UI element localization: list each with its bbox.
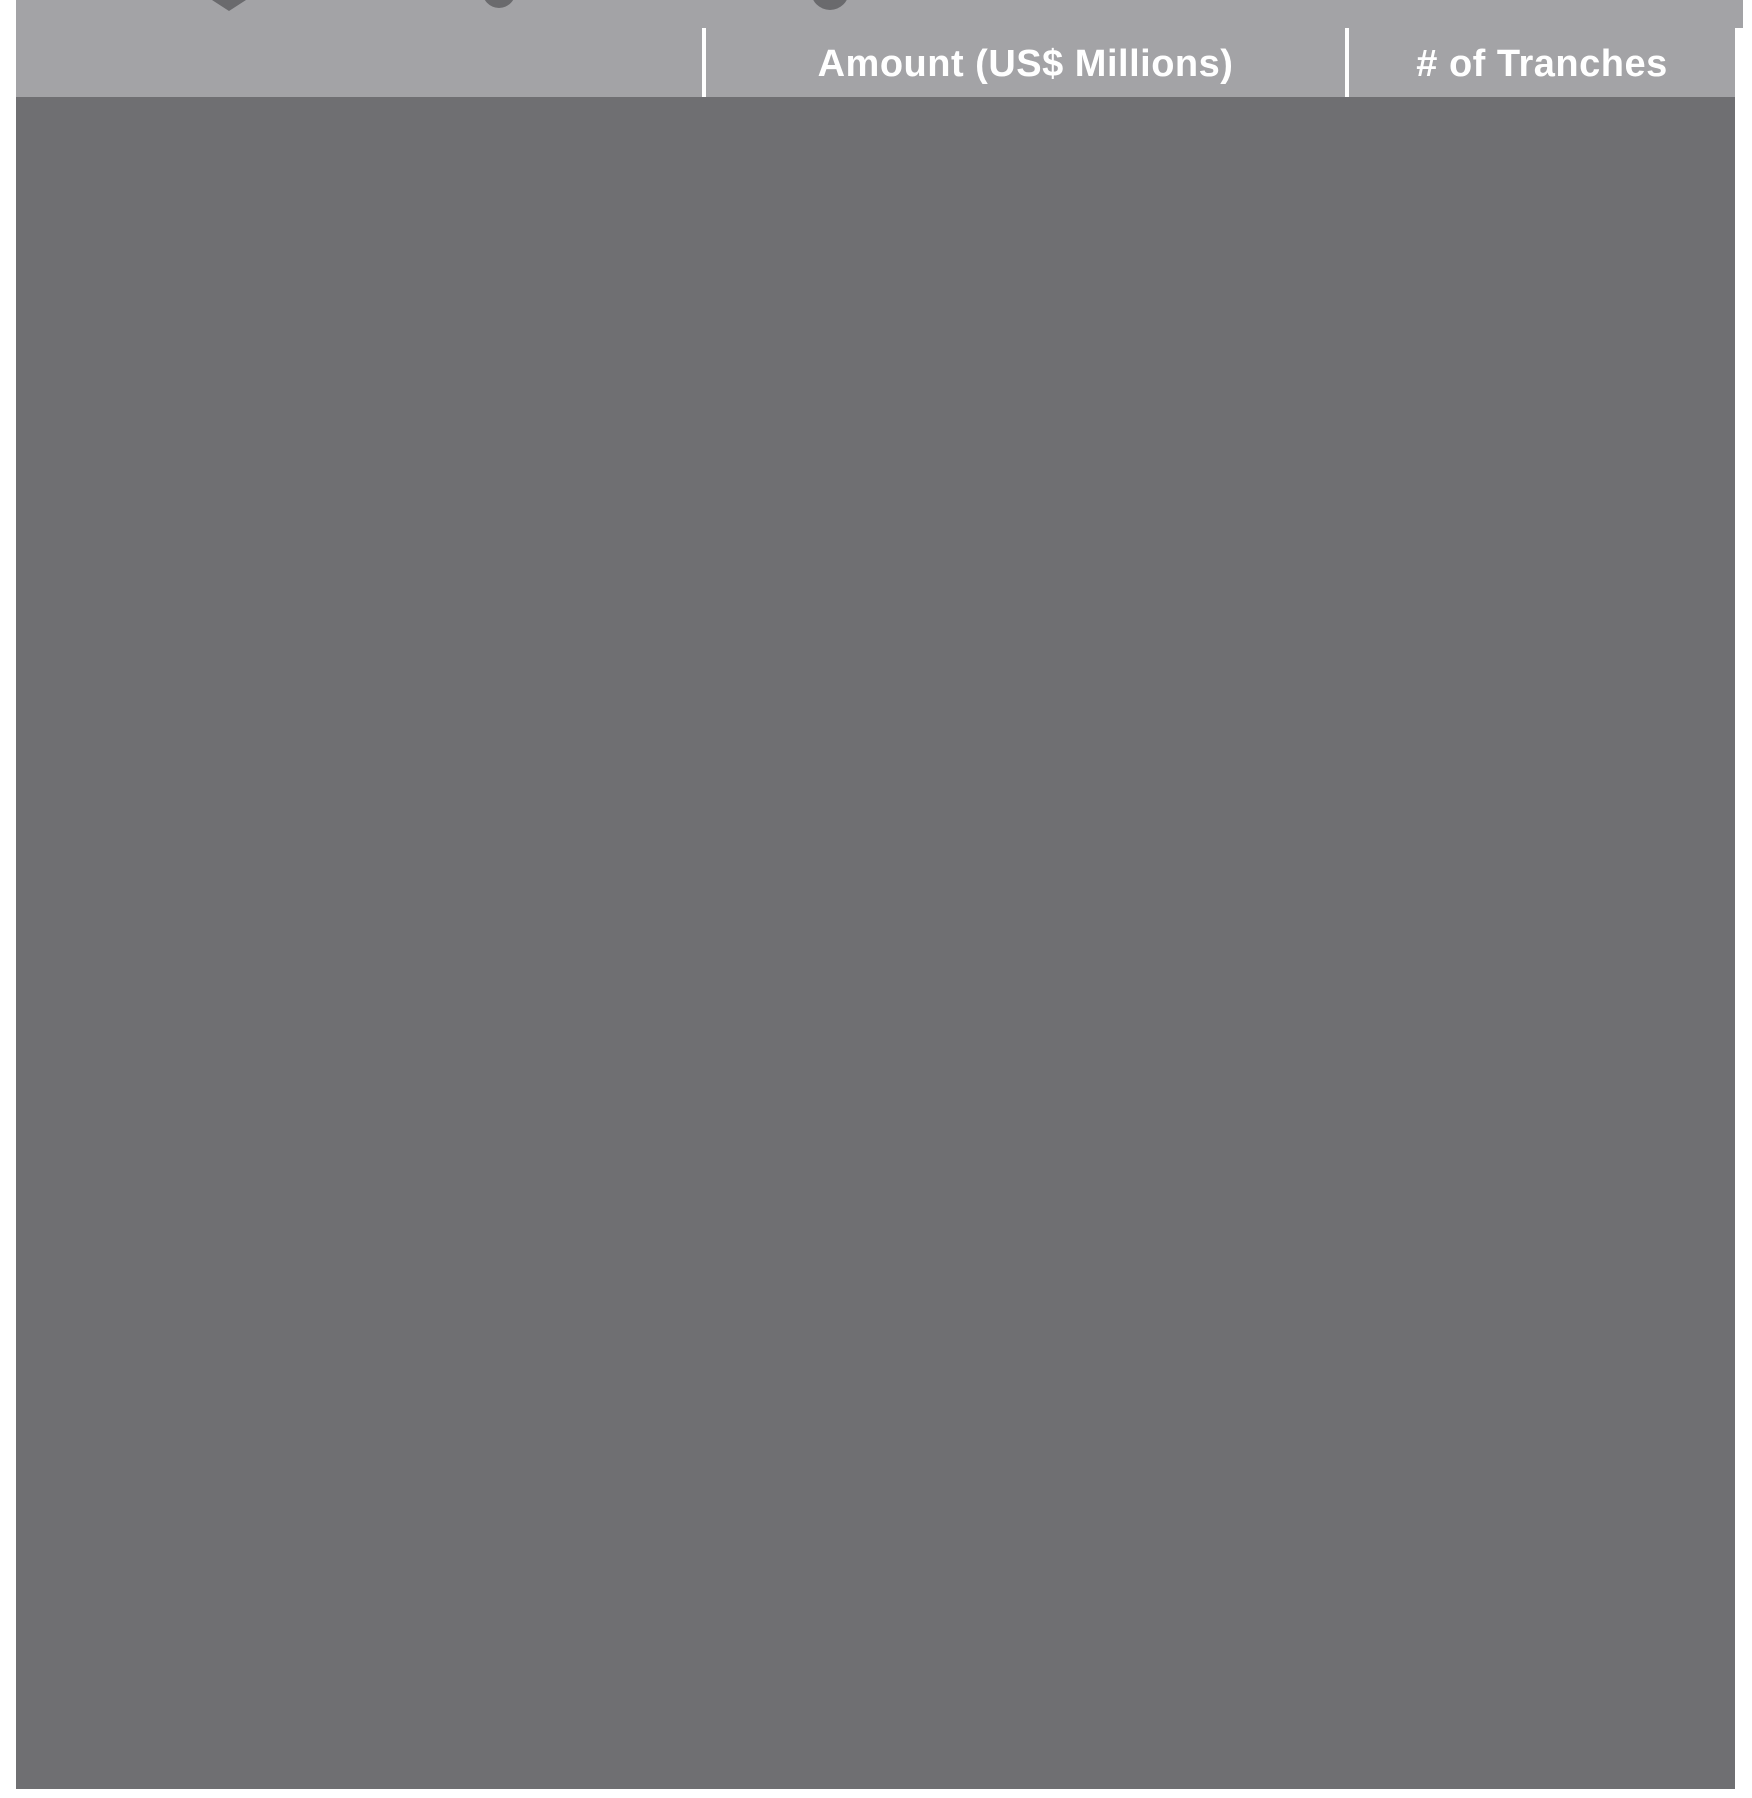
diamond-marker-icon <box>212 0 246 11</box>
circle-marker-icon <box>482 0 516 8</box>
circle-marker-icon <box>811 0 849 10</box>
table-header-row <box>16 0 1735 97</box>
header-band-right-sliver <box>1735 0 1743 28</box>
table-body-area <box>16 97 1735 1789</box>
header-cell-empty <box>16 26 702 97</box>
header-cell-tranches: # of Tranches <box>1416 43 1668 85</box>
header-cell-amount: Amount (US$ Millions) <box>817 43 1234 85</box>
